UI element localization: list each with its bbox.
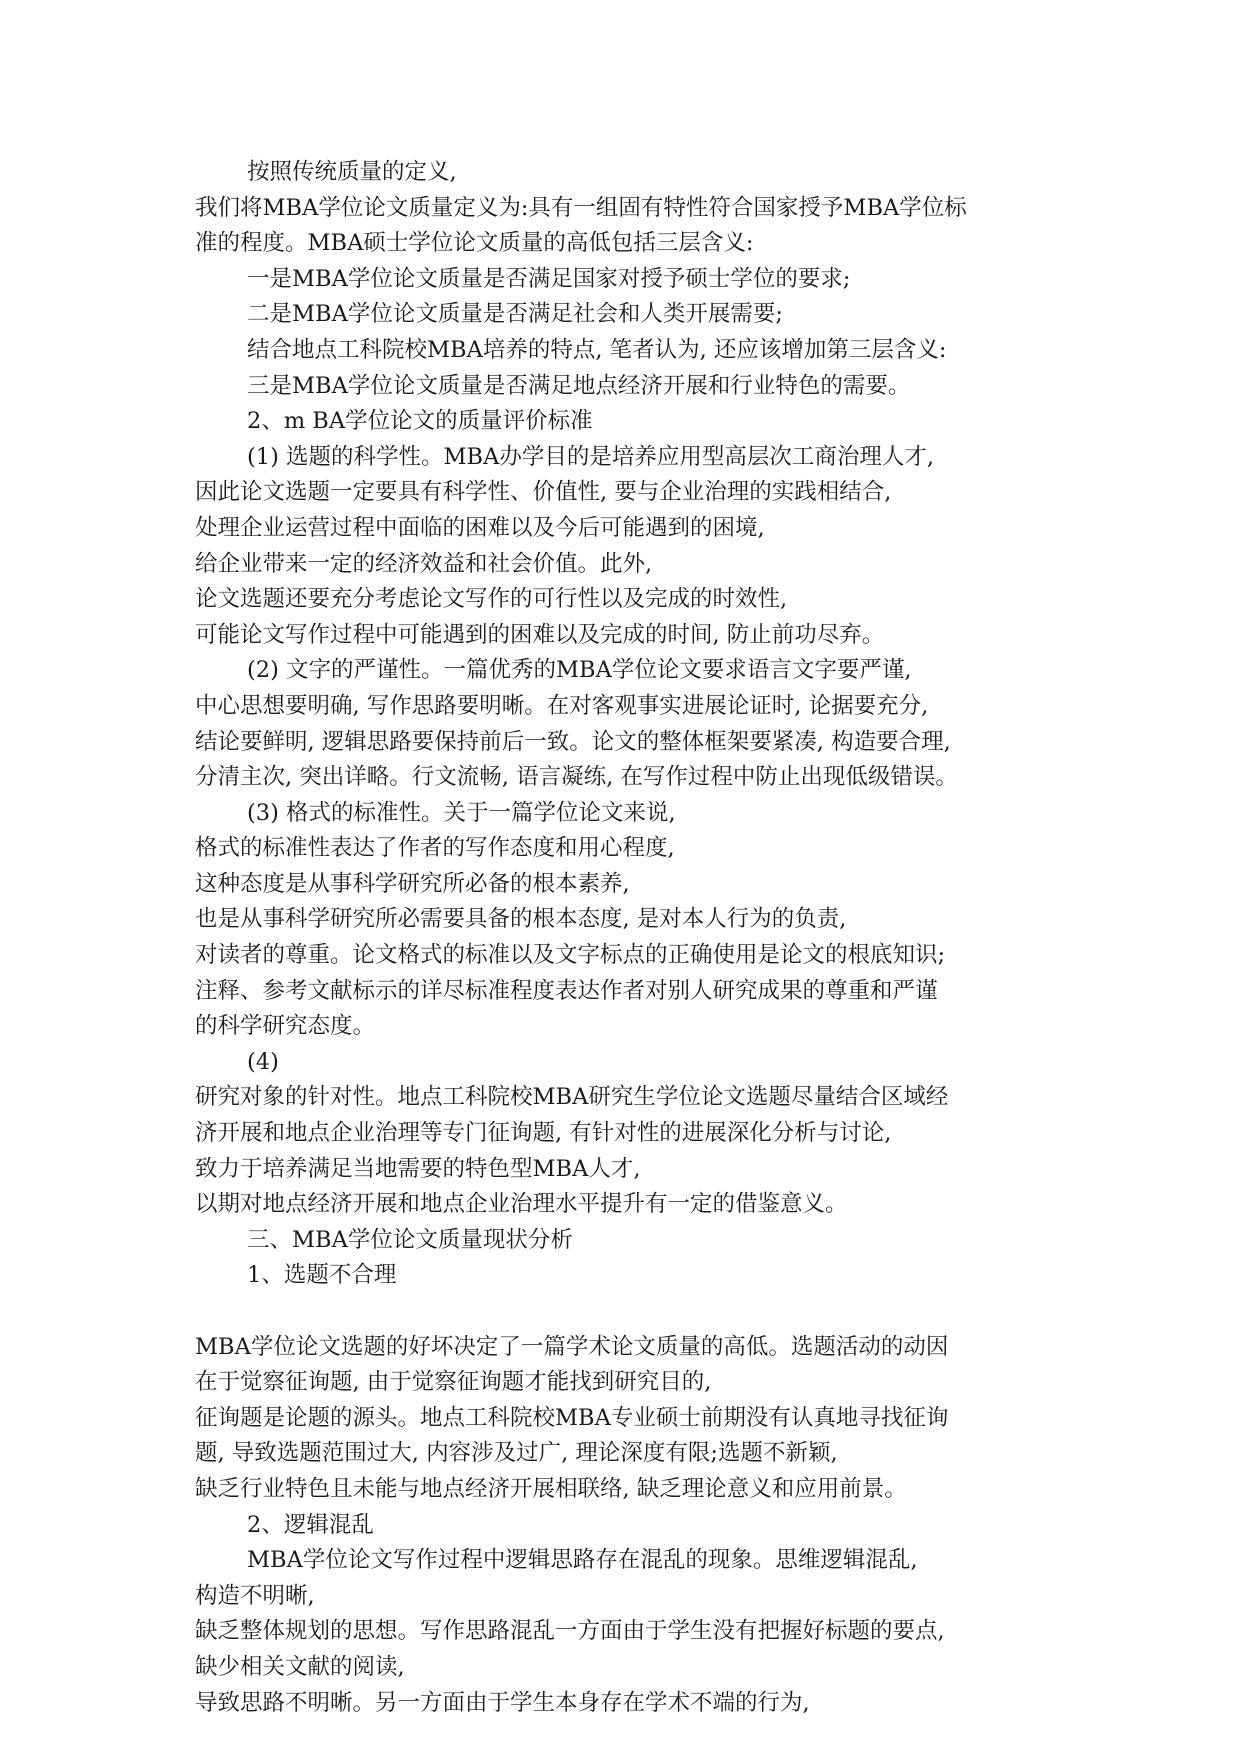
text-line: 二是MBA学位论文质量是否满足社会和人类开展需要; [247,301,783,328]
blank-line [195,1294,1075,1330]
text-line: MBA学位论文选题的好坏决定了一篇学术论文质量的高低。选题活动的动因 [195,1333,949,1360]
text-line: 处理企业运营过程中面临的困难以及今后可能遇到的困境, [195,514,765,541]
text-line: 论文选题还要充分考虑论文写作的可行性以及完成的时效性, [195,586,788,613]
text-line: 注释、参考文献标示的详尽标准程度表达作者对别人研究成果的尊重和严谨 [195,977,938,1004]
text-line: 致力于培养满足当地需要的特色型MBA人才, [195,1155,641,1182]
text-line: 结论要鲜明, 逻辑思路要保持前后一致。论文的整体框架要紧凑, 构造要合理, [195,728,951,755]
text-line: 结合地点工科院校MBA培养的特点, 笔者认为, 还应该增加第三层含义: [247,336,947,363]
text-line: 按照传统质量的定义, [247,159,457,185]
text-line: 一是MBA学位论文质量是否满足国家对授予硕士学位的要求; [247,265,851,292]
text-line: 我们将MBA学位论文质量定义为:具有一组固有特性符合国家授予MBA学位标 [195,194,967,221]
text-line: (1) 选题的科学性。MBA办学目的是培养应用型高层次工商治理人才, [247,443,934,470]
text-line: 可能论文写作过程中可能遇到的困难以及完成的时间, 防止前功尽弃。 [195,621,885,648]
text-line: 分清主次, 突出详略。行文流畅, 语言凝练, 在写作过程中防止出现低级错误。 [195,764,958,791]
text-line: 题, 导致选题范围过大, 内容涉及过广, 理论深度有限;选题不新颖, [195,1440,838,1467]
text-line: 对读者的尊重。论文格式的标准以及文字标点的正确使用是论文的根底知识; [195,942,946,969]
text-line: 三是MBA学位论文质量是否满足地点经济开展和行业特色的需要。 [247,372,911,399]
text-line: 的科学研究态度。 [195,1013,376,1040]
text-line: 济开展和地点企业治理等专门征询题, 有针对性的进展深化分析与讨论, [195,1120,892,1147]
text-line: 1、选题不合理 [247,1262,397,1289]
text-line: 也是从事科学研究所必需要具备的根本态度, 是对本人行为的负责, [195,906,847,933]
text-line: 这种态度是从事科学研究所必备的根本素养, [195,870,630,897]
text-line: 以期对地点经济开展和地点企业治理水平提升有一定的借鉴意义。 [195,1191,848,1218]
text-line: 因此论文选题一定要具有科学性、价值性, 要与企业治理的实践相结合, [195,479,892,506]
text-line: 给企业带来一定的经济效益和社会价值。此外, [195,550,653,577]
text-line: 研究对象的针对性。地点工科院校MBA研究生学位论文选题尽量结合区域经 [195,1084,949,1111]
text-line: 缺乏行业特色且未能与地点经济开展相联络, 缺乏理论意义和应用前景。 [195,1475,907,1502]
text-line: (2) 文字的严谨性。一篇优秀的MBA学位论文要求语言文字要严谨, [247,657,912,684]
text-line: 格式的标准性表达了作者的写作态度和用心程度, [195,835,675,862]
text-line: 准的程度。MBA硕士学位论文质量的高低包括三层含义: [195,230,754,257]
text-line: MBA学位论文写作过程中逻辑思路存在混乱的现象。思维逻辑混乱, [247,1547,918,1574]
text-line: 2、m BA学位论文的质量评价标准 [247,408,593,435]
text-line: (3) 格式的标准性。关于一篇学位论文来说, [247,799,676,826]
text-line: 征询题是论题的源头。地点工科院校MBA专业硕士前期没有认真地寻找征询 [195,1404,949,1431]
document-body [195,155,1075,1721]
text-line: 导致思路不明晰。另一方面由于学生本身存在学术不端的行为, [195,1689,810,1716]
text-line: 三、MBA学位论文质量现状分析 [247,1226,573,1253]
text-line: (4) [247,1048,279,1075]
text-line: 构造不明晰, [195,1582,315,1609]
text-line: 缺少相关文献的阅读, [195,1653,405,1680]
text-line: 中心思想要明确, 写作思路要明晰。在对客观事实进展论证时, 论据要充分, [195,692,929,719]
text-line: 在于觉察征询题, 由于觉察征询题才能找到研究目的, [195,1369,712,1396]
text-line: 2、逻辑混乱 [247,1511,374,1538]
text-line: 缺乏整体规划的思想。写作思路混乱一方面由于学生没有把握好标题的要点, [195,1618,945,1645]
